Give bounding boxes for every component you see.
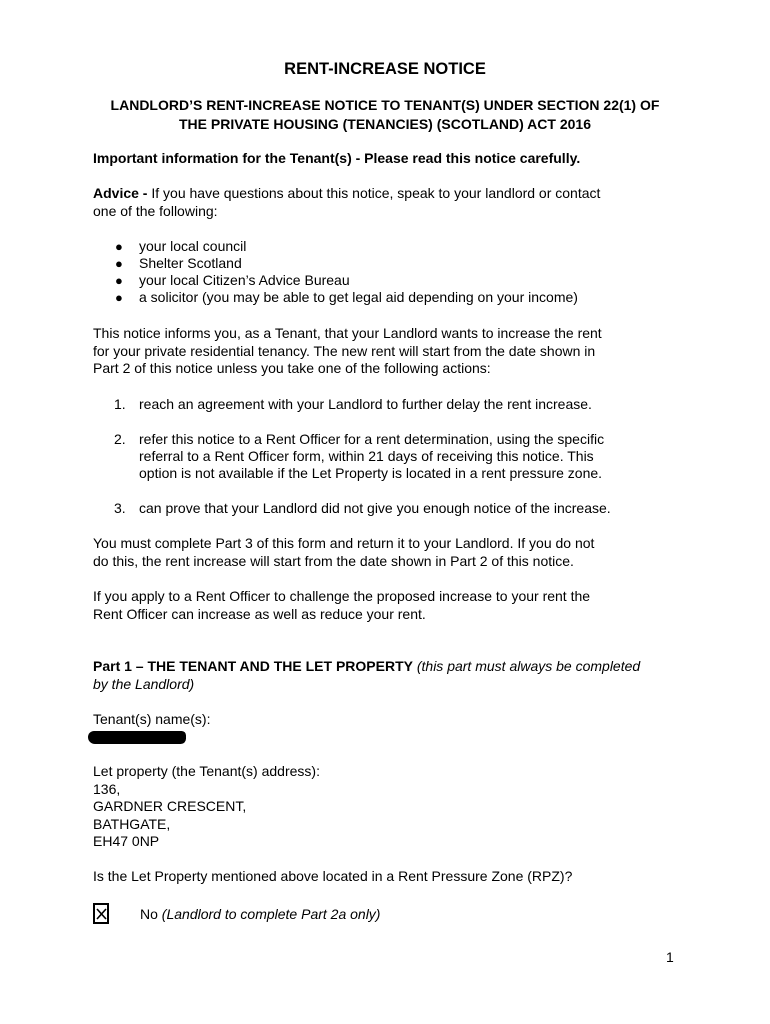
list-item-continuation: option is not available if the Let Property is located in a rent pressure zone.: [139, 465, 603, 481]
list-number: 2.: [114, 431, 126, 447]
part1-note: (this part must always be completed: [412, 658, 641, 674]
list-item: refer this notice to a Rent Officer for a rent determination, using the specific: [139, 431, 605, 447]
must-complete-line-2: do this, the rent increase will start from the date shown in Part 2 of this notice.: [93, 553, 574, 569]
advice-paragraph-line-2: one of the following:: [93, 203, 218, 219]
rpz-no-option: [140, 906, 380, 924]
redacted-tenant-name: [88, 731, 186, 744]
list-item: Shelter Scotland: [139, 255, 242, 271]
subtitle-line-1: LANDLORD’S RENT-INCREASE NOTICE TO TENANT(S) UNDER SECTION 22(1) OF: [110, 97, 660, 113]
must-complete-line-1: You must complete Part 3 of this form and return it to your Landlord. If you do not: [93, 535, 595, 551]
rent-officer-line-1: If you apply to a Rent Officer to challenge the proposed increase to your rent the: [93, 588, 591, 604]
rpz-question: Is the Let Property mentioned above located in a Rent Pressure Zone (RPZ)?: [93, 868, 573, 884]
part1-title: Part 1 – THE TENANT AND THE LET PROPERTY: [93, 658, 413, 674]
important-notice: Important information for the Tenant(s) - Please read this notice carefully.: [93, 150, 581, 166]
list-item: your local Citizen’s Advice Bureau: [139, 272, 350, 288]
list-item: your local council: [139, 238, 247, 254]
advice-text-1: If you have questions about this notice, speak to your landlord or contact: [151, 185, 601, 201]
let-property-label: Let property (the Tenant(s) address):: [93, 763, 320, 779]
intro-line-3: Part 2 of this notice unless you take one of the following actions:: [93, 360, 491, 376]
actions-list: [0, 396, 770, 521]
address-line: GARDNER CRESCENT,: [93, 798, 247, 814]
list-item-continuation: referral to a Rent Officer form, within 21 days of receiving this notice. This: [139, 448, 594, 464]
list-item: reach an agreement with your Landlord to further delay the rent increase.: [139, 396, 592, 412]
page-title: RENT-INCREASE NOTICE: [284, 60, 486, 78]
bullet-icon: ●: [115, 290, 123, 305]
tenant-names-label: Tenant(s) name(s):: [93, 711, 211, 727]
list-number: 3.: [114, 500, 126, 516]
list-item: can prove that your Landlord did not give you enough notice of the increase.: [139, 500, 611, 516]
rpz-no-label: No: [140, 906, 162, 922]
intro-line-1: This notice informs you, as a Tenant, that your Landlord wants to increase the rent: [93, 325, 602, 341]
rpz-no-note: (Landlord to complete Part 2a only): [161, 906, 381, 922]
intro-line-2: for your private residential tenancy. The new rent will start from the date shown in: [93, 343, 596, 359]
bullet-icon: ●: [115, 273, 123, 288]
address-line: BATHGATE,: [93, 816, 171, 832]
part1-heading: [93, 658, 640, 676]
part1-note-line-2: by the Landlord): [93, 676, 195, 692]
page-number: 1: [666, 949, 674, 965]
address-line: 136,: [93, 781, 121, 797]
advice-label: Advice -: [93, 185, 152, 201]
bullet-icon: ●: [115, 239, 123, 254]
rpz-no-checkbox[interactable]: [93, 903, 109, 924]
subtitle-line-2: THE PRIVATE HOUSING (TENANCIES) (SCOTLAND) ACT 2016: [179, 116, 591, 132]
check-x-icon: [96, 908, 107, 920]
advice-paragraph-line-1: [93, 185, 600, 203]
bullet-icon: ●: [115, 256, 123, 271]
advice-list: [0, 238, 770, 308]
list-item: a solicitor (you may be able to get legal aid depending on your income): [139, 289, 578, 305]
list-number: 1.: [114, 396, 126, 412]
address-line: EH47 0NP: [93, 833, 160, 849]
rent-officer-line-2: Rent Officer can increase as well as reduce your rent.: [93, 606, 426, 622]
